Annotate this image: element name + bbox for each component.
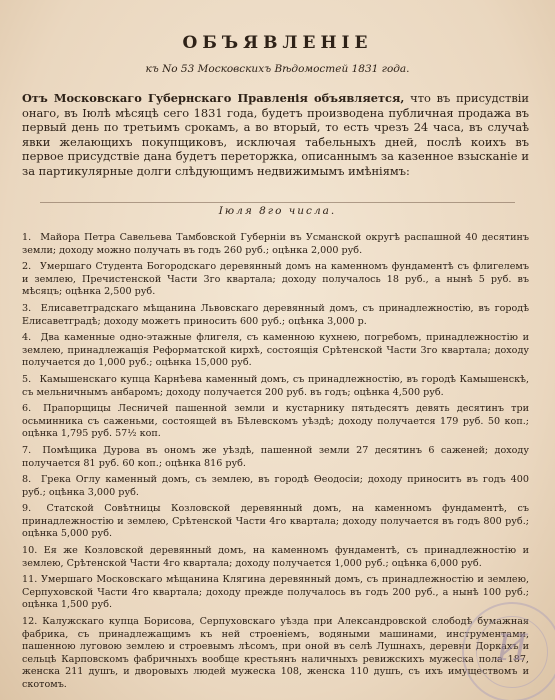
item-text: Статской Совѣтницы Козловской деревянный домъ, на каменномъ фундаментѣ, съ принадлежностію и землею, Срѣтенской Части 4го квартала; доходу получается въ годъ 800 руб.; оцѣнка 5,000 руб. — [22, 503, 529, 540]
item-number: 4. — [22, 332, 32, 344]
list-item — [22, 616, 529, 692]
items-list — [22, 232, 529, 696]
item-text: Умершаго Московскаго мѣщанина Клягина деревянный домъ, съ принадлежностію и землею, Серпуховской Части 4го квартала; доходу прежде получалось въ годъ 200 руб., а нынѣ 100 руб.; оцѣнка 1,500 руб. — [22, 574, 529, 611]
item-number: 5. — [22, 373, 32, 385]
item-text: Елисаветградскаго мѣщанина Львовскаго деревянный домъ, съ принадлежностію, въ городѣ Елисаветградѣ; доходу можетъ приносить 600 руб.; оцѣнка 3,000 р. — [22, 302, 529, 327]
list-item — [22, 332, 529, 370]
intro-text: что въ присудствіи онаго, въ Іюлѣ мѣсяцѣ сего 1831 года, будетъ производена публичная продажа въ первый день по третьимъ срокамъ, а во вторый, то есть чрезъ 24 часа, въ случаѣ явки желающихъ покупщиковъ, исключая табельныхъ дней, послѣ коихъ въ первое присудствіе дана будетъ переторжка, описаннымъ за казенное взысканіе и за партикулярные долги слѣдующимъ недвижимымъ имѣніямъ: — [22, 91, 529, 178]
date-line: Іюля 8го числа. — [218, 205, 337, 217]
item-text: Грека Оглу каменный домъ, съ землею, въ городѣ Ѳеодосіи; доходу приноситъ въ годъ 400 руб.; оцѣнка 3,000 руб. — [22, 474, 529, 498]
list-item — [22, 474, 529, 499]
item-text: Умершаго Студента Богородскаго деревянный домъ на каменномъ фундаментѣ съ флигелемъ и землею, Пречистенской Части 3го квартала; доходу получалось 18 руб., а нынѣ 5 руб. въ мѣсяцъ; оцѣнка 2,500 руб. — [22, 261, 529, 298]
list-item — [22, 503, 529, 541]
item-text: Калужскаго купца Борисова, Серпуховскаго уѣзда при Александровской слободѣ бумажная фабрика, съ принадлежащимъ къ ней строеніемъ, водяными машинами, инструментами, пашенною луговою землею и строевымъ лѣсомъ, при оной въ селѣ Лушнахъ, деревни Доркахъ и сельцѣ Карповскомъ фабричныхъ вообще крестьянъ наличныхъ ревижскихъ мужеска пола 187, женска 211 душъ, и дворовыхъ людей мужеска 108, женска 110 душъ, съ ихъ имуществомъ и скотомъ. — [22, 616, 529, 690]
item-text: Прапорщицы Лесничей пашенной земли и кустарнику пятьдесятъ девять десятинъ три осьминника съ саженьми, состоящей въ Бѣлевскомъ уѣздѣ; доходу получается 179 руб. 50 коп.; оцѣнка 1,795 руб. 57½ коп. — [22, 403, 529, 440]
collector-stamp — [462, 602, 555, 700]
item-number: 9. — [22, 503, 32, 515]
item-text: Ея же Козловской деревянный домъ, на каменномъ фундаментѣ, съ принадлежностію и землею, Срѣтенской Части 4го квартала; доходу получается 1,000 руб.; оцѣнка 6,000 руб. — [22, 545, 529, 569]
list-item — [22, 445, 529, 470]
list-item — [22, 374, 529, 399]
list-item — [22, 261, 529, 299]
item-number: 6. — [22, 403, 32, 415]
list-item — [22, 232, 529, 257]
list-item — [22, 545, 529, 570]
item-number: 8. — [22, 474, 32, 486]
item-text: Камышенскаго купца Карнѣева каменный домъ, съ принадлежностію, въ городѣ Камышенскѣ, съ мельничнымъ анбаромъ; доходу получается 200 руб. въ годъ; оцѣнка 4,500 руб. — [22, 373, 529, 398]
list-item — [22, 303, 529, 328]
item-text: Помѣщика Дурова въ ономъ же уѣздѣ, пашенной земли 27 десятинъ 6 саженей; доходу получается 81 руб. 60 коп.; оцѣнка 816 руб. — [22, 444, 529, 469]
item-text: Майора Петра Савельева Тамбовской Губерніи въ Усманской округѣ распашной 40 десятинъ земли; доходу можно получать въ годъ 260 руб.; оцѣнка 2,000 руб. — [22, 232, 529, 256]
item-number: 1. — [22, 232, 32, 243]
list-item — [22, 574, 529, 612]
item-number: 3. — [22, 302, 32, 314]
list-item — [22, 403, 529, 441]
intro-lead: Отъ Московскаго Губернскаго Правленія объявляется, — [22, 91, 405, 105]
item-text: Два каменные одно-этажные флигеля, съ каменною кухнею, погребомъ, принадлежностію и землею, принадлежащія Реформатской кирхѣ, состоящія Срѣтенской Части 3го квартала; доходу получается до 1,000 руб.; оцѣнка 15,000 руб. — [22, 332, 529, 369]
item-number: 7. — [22, 444, 32, 456]
divider — [40, 202, 515, 203]
item-number: 12. — [22, 616, 38, 628]
page-subtitle: къ No 53 Московскихъ Вѣдомостей 1831 года. — [145, 63, 410, 75]
item-number: 2. — [22, 261, 32, 273]
item-number: 10. — [22, 545, 38, 557]
stamp-monogram: И — [496, 628, 528, 669]
intro-paragraph — [22, 91, 529, 179]
page-title: ОБЪЯВЛЕНІЕ — [182, 33, 373, 53]
item-number: 11. — [22, 574, 38, 586]
